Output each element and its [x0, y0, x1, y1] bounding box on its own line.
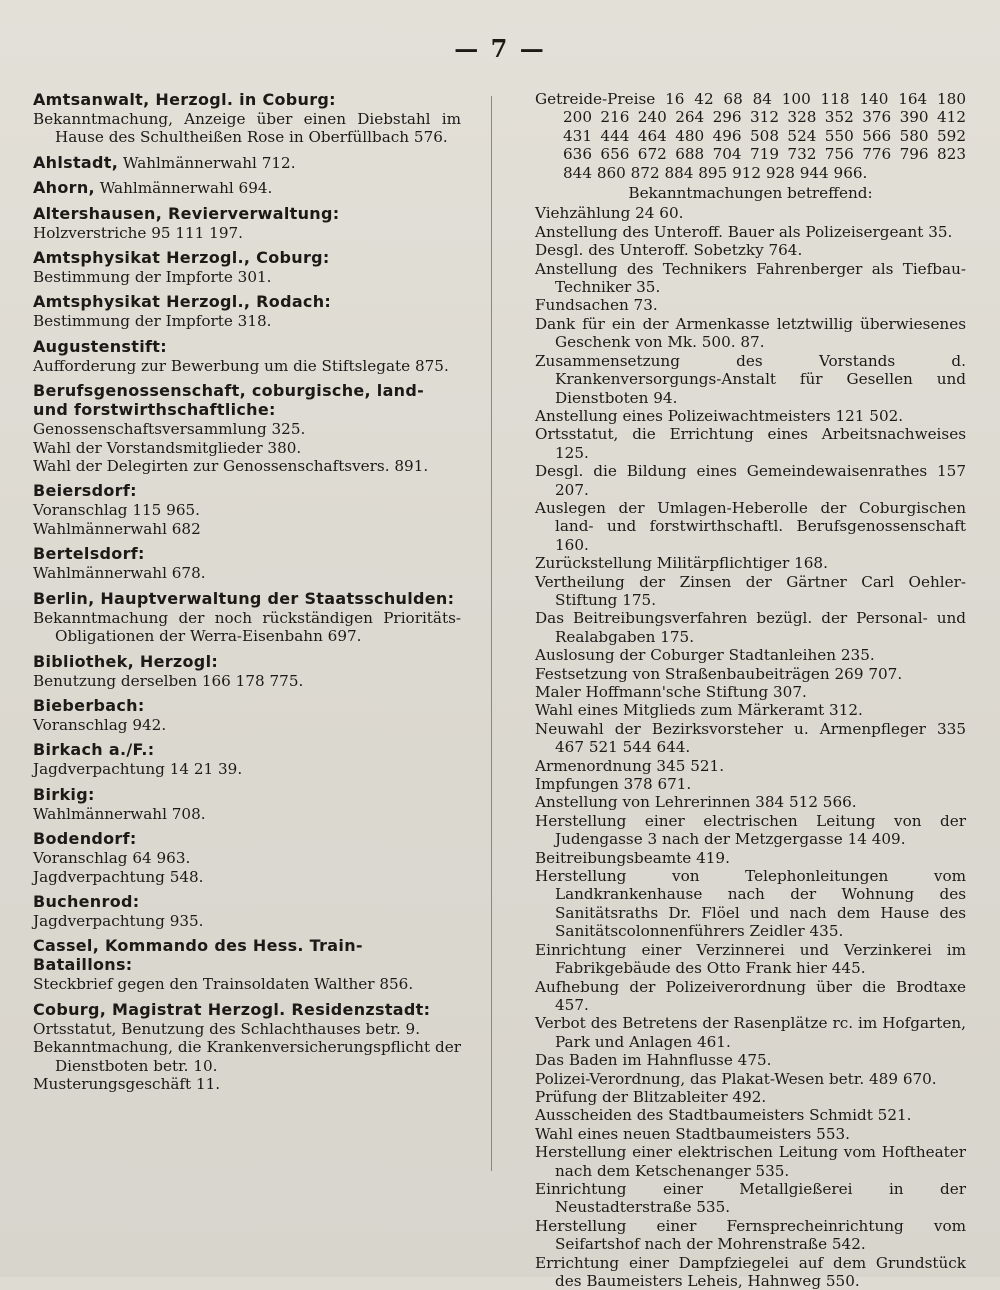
index-entry: [33, 1000, 461, 1094]
entry-heading: Birkach a./F.:: [33, 740, 155, 760]
entry-text: Jagdverpachtung 14 21 39.: [33, 760, 243, 779]
entry-text: Bestimmung der Impforte 301.: [33, 268, 272, 287]
entry-text: Ortsstatut, Benutzung des Schlachthauses betr. 9.: [33, 1019, 421, 1038]
entry-heading: Amtsanwalt, Herzogl. in Coburg:: [33, 90, 336, 109]
announcement-item: Prüfung der Blitzableiter 492.: [535, 1087, 767, 1106]
index-entry: [33, 740, 461, 778]
announcement-item: Aufhebung der Polizeiverordnung über die Brodtaxe 457.: [535, 977, 966, 1014]
entry-heading: Beiersdorf:: [33, 481, 137, 501]
index-entry: [33, 381, 461, 475]
entry-heading: Coburg, Magistrat Herzogl. Residenzstadt:: [33, 999, 431, 1019]
entry-text: Holzverstriche 95 111 197.: [33, 223, 243, 242]
entry-text: Jagdverpachtung 935.: [33, 911, 204, 930]
entry-text: Bekanntmachung, Anzeige über einen Diebstahl im Hause des Schultheißen Rose in Oberfüllbach 576.: [33, 110, 461, 147]
grain-prices-line: 200 216 240 264 296 312 328 352 376 390 412: [563, 108, 966, 127]
entry-text: Genossenschaftsversammlung 325.: [33, 420, 306, 439]
entry-text: Wahlmännerwahl 682: [33, 519, 201, 538]
index-entry: [33, 248, 461, 286]
entry-heading: Buchenrod:: [33, 891, 140, 911]
announcement-item: Zurückstellung Militärpflichtiger 168.: [535, 554, 828, 573]
entry-text: Bekanntmachung der noch rückständigen Prioritäts-Obligationen der Werra-Eisenbahn 697.: [33, 608, 461, 646]
index-entry: [33, 544, 461, 582]
entry-text: Wahl der Delegirten zur Genossenschaftsvers. 891.: [33, 457, 429, 476]
grain-prices-first-line: [535, 90, 966, 108]
announcement-item: Herstellung einer elektrischen Leitung vom Hoftheater nach dem Ketschenanger 535.: [535, 1143, 966, 1180]
announcement-item: Armenordnung 345 521.: [535, 756, 725, 775]
entry-heading: Berlin, Hauptverwaltung der Staatsschulden:: [33, 588, 455, 608]
entry-heading: Cassel, Kommando des Hess. Train-Bataillons:: [33, 936, 363, 975]
announcement-item: Vertheilung der Zinsen der Gärtner Carl Oehler-Stiftung 175.: [535, 572, 966, 609]
entry-heading: Bibliothek, Herzogl:: [33, 651, 219, 671]
announcement-item: Anstellung des Technikers Fahrenberger als Tiefbau-Techniker 35.: [535, 259, 966, 297]
index-entry: [33, 589, 461, 646]
index-entry: [33, 178, 461, 197]
announcement-item: Herstellung einer Fernsprecheinrichtung vom Seifartshof nach der Mohrenstraße 542.: [535, 1216, 966, 1254]
announcement-item: Auslosung der Coburger Stadtanleihen 235.: [535, 646, 875, 665]
entry-text: Benutzung derselben 166 178 775.: [33, 671, 304, 690]
entry-text: Aufforderung zur Bewerbung um die Stiftslegate 875.: [33, 356, 449, 375]
entry-text: Voranschlag 115 965.: [33, 501, 200, 520]
entry-heading: Augustenstift:: [33, 336, 167, 356]
column-divider: [491, 96, 492, 1171]
announcement-item: Das Beitreibungsverfahren bezügl. der Personal- und Realabgaben 175.: [535, 609, 966, 646]
index-entry: [33, 153, 461, 172]
grain-prices-values: 16 42 68 84 100 118 140 164 180: [665, 90, 966, 108]
index-entry-line: [33, 178, 461, 197]
entry-text: Wahlmännerwahl 712.: [118, 153, 296, 172]
index-entry: [33, 90, 461, 147]
entry-heading: Amtsphysikat Herzogl., Coburg:: [33, 248, 330, 268]
index-entry: [33, 481, 461, 538]
entry-heading: Amtsphysikat Herzogl., Rodach:: [33, 292, 332, 312]
announcement-item: Einrichtung einer Metallgießerei in der Neustadterstraße 535.: [535, 1179, 966, 1217]
announcement-item: Ortsstatut, die Errichtung eines Arbeitsnachweises 125.: [535, 425, 966, 462]
entry-text: Steckbrief gegen den Trainsoldaten Walther 856.: [33, 975, 414, 994]
announcement-item: Viehzählung 24 60.: [535, 204, 684, 223]
entry-text: Voranschlag 64 963.: [33, 849, 191, 868]
entry-text: Voranschlag 942.: [33, 715, 167, 734]
entry-heading: Altershausen, Revierverwaltung:: [33, 203, 340, 223]
index-entry: [33, 652, 461, 690]
announcement-item: Verbot des Betretens der Rasenplätze rc. im Hofgarten, Park und Anlagen 461.: [535, 1014, 966, 1051]
entry-heading: Bieberbach:: [33, 695, 145, 715]
entry-text: Wahl der Vorstandsmitglieder 380.: [33, 438, 302, 457]
index-entry: [33, 785, 461, 823]
grain-prices-line: 844 860 872 884 895 912 928 944 966.: [563, 163, 868, 182]
right-column: [535, 90, 966, 1290]
entry-text: Jagdverpachtung 548.: [33, 867, 204, 886]
entry-heading: Ahorn,: [33, 178, 95, 198]
announcement-item: Herstellung einer electrischen Leitung von der Judengasse 3 nach der Metzgergasse 14 409.: [535, 811, 966, 849]
announcement-item: Wahl eines Mitglieds zum Märkeramt 312.: [535, 701, 863, 720]
announcement-item: Maler Hoffmann'sche Stiftung 307.: [535, 683, 807, 701]
announcement-item: Polizei-Verordnung, das Plakat-Wesen betr. 489 670.: [535, 1069, 937, 1088]
entry-text: Wahlmännerwahl 694.: [94, 179, 273, 198]
announcement-item: Beitreibungsbeamte 419.: [535, 848, 730, 867]
announcement-item: Fundsachen 73.: [535, 296, 658, 315]
announcement-item: Auslegen der Umlagen-Heberolle der Coburgischen land- und forstwirthschaftl. Berufsgenossenschaft 160.: [535, 498, 966, 554]
index-entry: [33, 936, 461, 993]
announcement-item: Desgl. des Unteroff. Sobetzky 764.: [535, 241, 803, 260]
announcement-item: Dank für ein der Armenkasse letztwillig überwiesenes Geschenk von Mk. 500. 87.: [535, 314, 966, 352]
announcement-item: Neuwahl der Bezirksvorsteher u. Armenpfleger 335 467 521 544 644.: [535, 719, 966, 757]
entry-text: Bekanntmachung, die Krankenversicherungspflicht der Dienstboten betr. 10.: [33, 1038, 461, 1075]
grain-prices-block: [535, 90, 966, 182]
grain-prices-line: 431 444 464 480 496 508 524 550 566 580 592: [563, 126, 966, 145]
entry-heading: Birkig:: [33, 784, 95, 804]
entry-heading: Berufsgenossenschaft, coburgische, land- und forstwirthschaftliche:: [33, 381, 425, 420]
index-entry: [33, 829, 461, 886]
announcement-item: Anstellung des Unteroff. Bauer als Polizeisergeant 35.: [535, 222, 953, 241]
grain-prices-line: 636 656 672 688 704 719 732 756 776 796 823: [563, 145, 966, 164]
announcement-item: Zusammensetzung des Vorstands d. Krankenversorgungs-Anstalt für Gesellen und Dienstboten 94.: [535, 351, 966, 407]
grain-prices-label: Getreide-Preise: [535, 90, 656, 108]
index-entry: [33, 892, 461, 930]
index-entry: [33, 204, 461, 242]
announcement-item: Errichtung einer Dampfziegelei auf dem Grundstück des Baumeisters Leheis, Hahnweg 550.: [535, 1253, 966, 1290]
page-number: — 7 —: [454, 34, 546, 63]
announcements-list: [535, 204, 966, 1290]
announcement-item: Herstellung von Telephonleitungen vom Landkrankenhause nach der Wohnung des Sanitätsraths Dr. Flöel und nach dem Hause des Sanitätscolonnenführers Zeidler 435.: [535, 867, 966, 941]
announcement-item: Einrichtung einer Verzinnerei und Verzinkerei im Fabrikgebäude des Otto Frank hier 445.: [535, 940, 966, 978]
entry-heading: Ahlstadt,: [33, 152, 119, 172]
left-column: [33, 90, 461, 1099]
index-entry: [33, 292, 461, 330]
index-entry-line: [33, 153, 461, 172]
index-entry: [33, 696, 461, 734]
announcement-item: Anstellung eines Polizeiwachtmeisters 121 502.: [535, 406, 904, 425]
announcement-item: Ausscheiden des Stadtbaumeisters Schmidt 521.: [535, 1106, 912, 1125]
announcement-item: Impfungen 378 671.: [535, 775, 692, 794]
entry-text: Musterungsgeschäft 11.: [33, 1074, 221, 1093]
entry-text: Wahlmännerwahl 678.: [33, 564, 206, 583]
announcements-subheading: Bekanntmachungen betreffend:: [628, 184, 873, 203]
entry-text: Wahlmännerwahl 708.: [33, 804, 206, 823]
entry-heading: Bertelsdorf:: [33, 544, 145, 564]
entry-heading: Bodendorf:: [33, 829, 137, 849]
entry-text: Bestimmung der Impforte 318.: [33, 312, 272, 331]
announcement-item: Anstellung von Lehrerinnen 384 512 566.: [535, 793, 857, 812]
announcement-item: Das Baden im Hahnflusse 475.: [535, 1051, 772, 1070]
announcement-item: Festsetzung von Straßenbaubeiträgen 269 707.: [535, 664, 903, 683]
announcement-item: Desgl. die Bildung eines Gemeindewaisenrathes 157 207.: [535, 462, 966, 499]
index-entry: [33, 337, 461, 375]
announcement-item: Wahl eines neuen Stadtbaumeisters 553.: [535, 1124, 850, 1143]
